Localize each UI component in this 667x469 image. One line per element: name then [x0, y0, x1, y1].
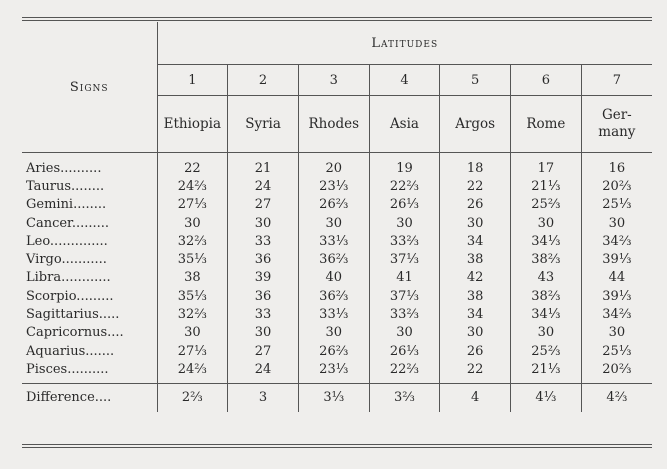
- column-place: Asia: [369, 96, 440, 153]
- table-cell: 22: [157, 153, 228, 178]
- table-cell: 33⅔: [369, 232, 440, 250]
- table-cell: 33: [228, 232, 299, 250]
- table-cell: 36: [228, 250, 299, 268]
- bottom-rule: [22, 444, 652, 445]
- table-row: [22, 269, 652, 287]
- table-row: [22, 153, 652, 178]
- difference-cell: 3⅔: [369, 383, 440, 412]
- table-cell: 26: [440, 342, 511, 360]
- table-row: [22, 324, 652, 342]
- sign-label: Aries..........: [26, 160, 102, 176]
- bottom-rule-inner: [22, 447, 652, 448]
- table-cell: 35⅓: [157, 287, 228, 305]
- table-cell: 21⅓: [511, 360, 582, 383]
- table-cell: 37⅓: [369, 250, 440, 268]
- table-cell: 41: [369, 269, 440, 287]
- table-cell: 30: [369, 214, 440, 232]
- sign-label: Cancer.........: [26, 215, 110, 231]
- top-rule-inner: [22, 20, 652, 21]
- column-number: 6: [511, 65, 582, 96]
- table-cell: 30: [157, 214, 228, 232]
- table-cell: 24: [228, 360, 299, 383]
- table-cell: 30: [228, 324, 299, 342]
- table-cell: 30: [157, 324, 228, 342]
- table-cell: 36⅔: [298, 250, 369, 268]
- column-number: 4: [369, 65, 440, 96]
- signs-header: [22, 22, 157, 153]
- table-cell: 39⅓: [581, 287, 652, 305]
- difference-cell: 3: [228, 383, 299, 412]
- sign-label: Taurus........: [26, 178, 105, 194]
- table-row: [22, 196, 652, 214]
- table-cell: 26: [440, 196, 511, 214]
- column-number: 3: [298, 65, 369, 96]
- table-cell: 34⅓: [511, 305, 582, 323]
- table-row: [22, 342, 652, 360]
- column-place: Argos: [440, 96, 511, 153]
- table-cell: 34: [440, 305, 511, 323]
- sign-label: Pisces..........: [26, 361, 109, 377]
- table-cell: 19: [369, 153, 440, 178]
- column-number: 2: [228, 65, 299, 96]
- table-cell: 30: [581, 214, 652, 232]
- table-cell: 16: [581, 153, 652, 178]
- table-cell: 25⅓: [581, 196, 652, 214]
- table-cell: 38: [440, 287, 511, 305]
- difference-label: Difference....: [22, 383, 157, 412]
- table-cell: 38: [157, 269, 228, 287]
- table-cell: 26⅔: [298, 196, 369, 214]
- column-number: 1: [157, 65, 228, 96]
- sign-label: Gemini........: [26, 197, 107, 213]
- sign-label: Virgo...........: [26, 252, 107, 268]
- table-cell: 24: [228, 177, 299, 195]
- signs-header-label: Signs: [69, 79, 109, 95]
- table-cell: 33: [228, 305, 299, 323]
- table-cell: 30: [369, 324, 440, 342]
- table-cell: 20⅔: [581, 360, 652, 383]
- table-row: [22, 214, 652, 232]
- latitudes-header: [157, 22, 652, 65]
- table-cell: 21: [228, 153, 299, 178]
- table-cell: 22: [440, 360, 511, 383]
- table-cell: 38⅔: [511, 287, 582, 305]
- table-cell: 23⅓: [298, 360, 369, 383]
- table-cell: 30: [581, 324, 652, 342]
- table-cell: 22: [440, 177, 511, 195]
- table-cell: 42: [440, 269, 511, 287]
- table-cell: 22⅔: [369, 360, 440, 383]
- table-cell: 17: [511, 153, 582, 178]
- table-cell: 21⅓: [511, 177, 582, 195]
- column-place: Rhodes: [298, 96, 369, 153]
- table-cell: 32⅔: [157, 232, 228, 250]
- table-cell: 30: [228, 214, 299, 232]
- column-place: Ethiopia: [157, 96, 228, 153]
- table-cell: 24⅔: [157, 360, 228, 383]
- table-row: [22, 232, 652, 250]
- table-cell: 27⅓: [157, 196, 228, 214]
- difference-cell: 3⅓: [298, 383, 369, 412]
- table-row: [22, 305, 652, 323]
- difference-cell: 4⅔: [581, 383, 652, 412]
- difference-cell: 2⅔: [157, 383, 228, 412]
- table-cell: 34⅓: [511, 232, 582, 250]
- table-cell: 38⅔: [511, 250, 582, 268]
- column-place: Ger- many: [581, 96, 652, 153]
- table-row: [22, 360, 652, 383]
- table-cell: 25⅔: [511, 342, 582, 360]
- table-cell: 37⅓: [369, 287, 440, 305]
- table-row: [22, 177, 652, 195]
- table-cell: 26⅓: [369, 342, 440, 360]
- table-cell: 27: [228, 342, 299, 360]
- table-cell: 25⅔: [511, 196, 582, 214]
- sign-label: Libra............: [26, 270, 111, 286]
- table-cell: 33⅓: [298, 232, 369, 250]
- table-cell: 36: [228, 287, 299, 305]
- table-cell: 35⅓: [157, 250, 228, 268]
- sign-label: Aquarius.......: [26, 343, 115, 359]
- table-cell: 30: [511, 324, 582, 342]
- table-cell: 44: [581, 269, 652, 287]
- table-cell: 30: [440, 214, 511, 232]
- difference-cell: 4: [440, 383, 511, 412]
- table-cell: 26⅔: [298, 342, 369, 360]
- table-cell: 36⅔: [298, 287, 369, 305]
- table-cell: 30: [298, 214, 369, 232]
- table-cell: 26⅓: [369, 196, 440, 214]
- sign-label: Capricornus....: [26, 325, 124, 341]
- top-rule: [22, 17, 652, 18]
- sign-label: Scorpio.........: [26, 288, 114, 304]
- latitudes-header-label: Latitudes: [371, 35, 439, 51]
- column-number: 7: [581, 65, 652, 96]
- table-body: [22, 153, 652, 412]
- table-cell: 18: [440, 153, 511, 178]
- difference-cell: 4⅓: [511, 383, 582, 412]
- column-place: Rome: [511, 96, 582, 153]
- table-cell: 22⅔: [369, 177, 440, 195]
- table-cell: 25⅓: [581, 342, 652, 360]
- table-cell: 30: [440, 324, 511, 342]
- latitudes-table: [22, 22, 652, 412]
- difference-row: [22, 383, 652, 412]
- table-cell: 40: [298, 269, 369, 287]
- table-cell: 20⅔: [581, 177, 652, 195]
- table-cell: 34⅔: [581, 232, 652, 250]
- table-row: [22, 287, 652, 305]
- table-cell: 23⅓: [298, 177, 369, 195]
- table-cell: 24⅔: [157, 177, 228, 195]
- table-cell: 30: [298, 324, 369, 342]
- table-cell: 33⅔: [369, 305, 440, 323]
- table-cell: 39: [228, 269, 299, 287]
- table-cell: 30: [511, 214, 582, 232]
- table-cell: 43: [511, 269, 582, 287]
- table-cell: 38: [440, 250, 511, 268]
- sign-label: Leo..............: [26, 233, 108, 249]
- table-cell: 20: [298, 153, 369, 178]
- table-cell: 32⅔: [157, 305, 228, 323]
- table-row: [22, 250, 652, 268]
- column-place: Syria: [228, 96, 299, 153]
- table-cell: 34: [440, 232, 511, 250]
- column-number: 5: [440, 65, 511, 96]
- table-cell: 33⅓: [298, 305, 369, 323]
- sign-label: Sagittarius.....: [26, 307, 120, 323]
- table-cell: 39⅓: [581, 250, 652, 268]
- table-cell: 34⅔: [581, 305, 652, 323]
- table-cell: 27⅓: [157, 342, 228, 360]
- table-cell: 27: [228, 196, 299, 214]
